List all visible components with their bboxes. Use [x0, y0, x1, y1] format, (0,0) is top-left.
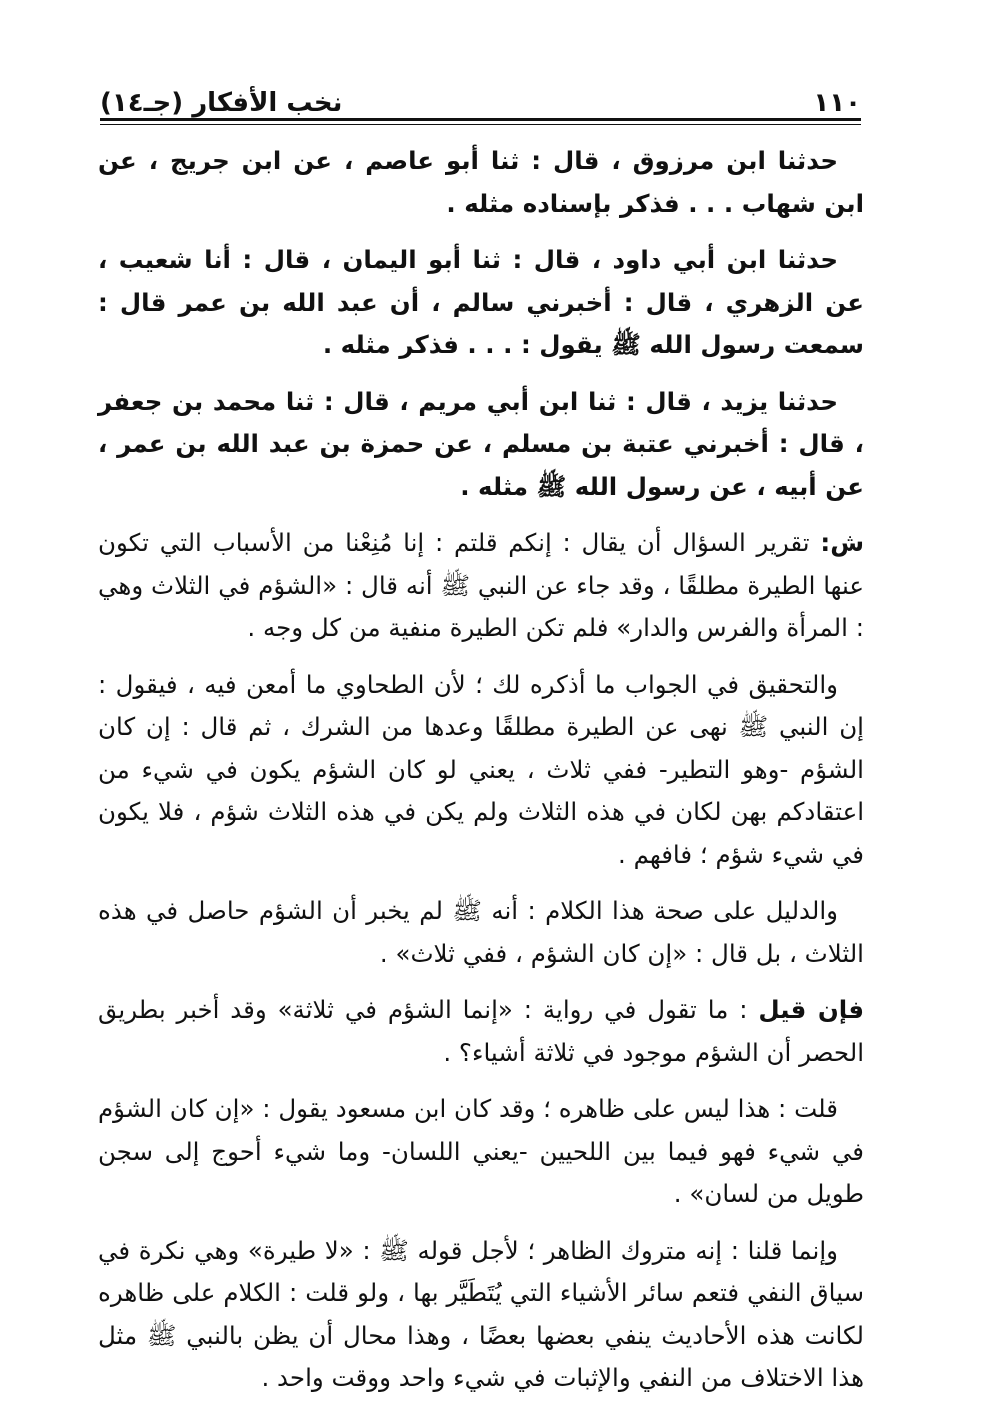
page-header [100, 74, 861, 118]
header-rule-thin [100, 124, 861, 125]
isnad-paragraph-2: حدثنا ابن أبي داود ، قال : ثنا أبو اليمان ، قال : أنا شعيب ، عن الزهري ، قال : أخبرني سالم ، أن عبد الله بن عمر قال : سمعت رسول الله ﷺ يقول : . . . فذكر مثله . [98, 245, 864, 359]
header-rule [100, 118, 861, 121]
commentary-paragraph-3: والدليل على صحة هذا الكلام : أنه ﷺ لم يخبر أن الشؤم حاصل في هذه الثلاث ، بل قال : «إن كان الشؤم ، ففي ثلاث» . [98, 896, 864, 968]
running-title: نخب الأفكار (جـ١٤) [100, 88, 343, 118]
commentary-paragraph-2: والتحقيق في الجواب ما أذكره لك ؛ لأن الطحاوي ما أمعن فيه ، فيقول : إن النبي ﷺ نهى عن الطيرة مطلقًا وعدها من الشرك ، ثم قال : إن كان الشؤم -وهو التطير- ففي ثلاث ، يعني لو كان الشؤم يكون في شيء من اعتقادكم بهن لكان في هذه الثلاث ولم يكن في هذه الثلاث شؤم ، فلا يكون في شيء شؤم ؛ فافهم . [98, 669, 864, 869]
isnad-paragraph-1: حدثنا ابن مرزوق ، قال : ثنا أبو عاصم ، عن ابن جريج ، عن ابن شهاب . . . فذكر بإسناده مثله . [98, 146, 864, 218]
commentary-paragraph-4: فإن قيل : ما تقول في رواية : «إنما الشؤم في ثلاثة» وقد أخبر بطريق الحصر أن الشؤم موجود في ثلاثة أشياء؟ . [98, 995, 865, 1067]
commentary-paragraph-1: ش: تقرير السؤال أن يقال : إنكم قلتم : إنا مُنِعْنا من الأسباب التي تكون عنها الطيرة مطلقًا ، وقد جاء عن النبي ﷺ أنه قال : «الشؤم في الثلاث وهي : المرأة والفرس والدار» فلم تكن الطيرة منفية من كل وجه . [98, 528, 864, 642]
paragraph-lead: ش: [820, 528, 864, 557]
isnad-paragraph-3: حدثنا يزيد ، قال : ثنا ابن أبي مريم ، قال : ثنا محمد بن جعفر ، قال : أخبرني عتبة بن مسلم ، عن حمزة بن عبد الله بن عمر ، عن أبيه ، عن رسول الله ﷺ مثله . [98, 386, 864, 501]
paragraph-lead: فإن قيل [758, 995, 865, 1024]
commentary-paragraph-5: قلت : هذا ليس على ظاهره ؛ وقد كان ابن مسعود يقول : «إن كان الشؤم في شيء فهو فيما بين اللحيين -يعني اللسان- وما شيء أحوج إلى سجن طويل من لسان» . [98, 1094, 864, 1208]
commentary-paragraph-6: وإنما قلنا : إنه متروك الظاهر ؛ لأجل قوله ﷺ : «لا طيرة» وهي نكرة في سياق النفي فتعم سائر الأشياء التي يُتَطَيَّر بها ، ولو قلت : الكلام على ظاهره لكانت هذه الأحاديث ينفي بعضها بعضًا ، وهذا محال أن يظن بالنبي ﷺ مثل هذا الاختلاف من النفي والإثبات في شيء واحد ووقت واحد . [98, 1235, 864, 1392]
body-text [98, 140, 864, 1414]
page-number: ١١٠ [813, 88, 861, 118]
